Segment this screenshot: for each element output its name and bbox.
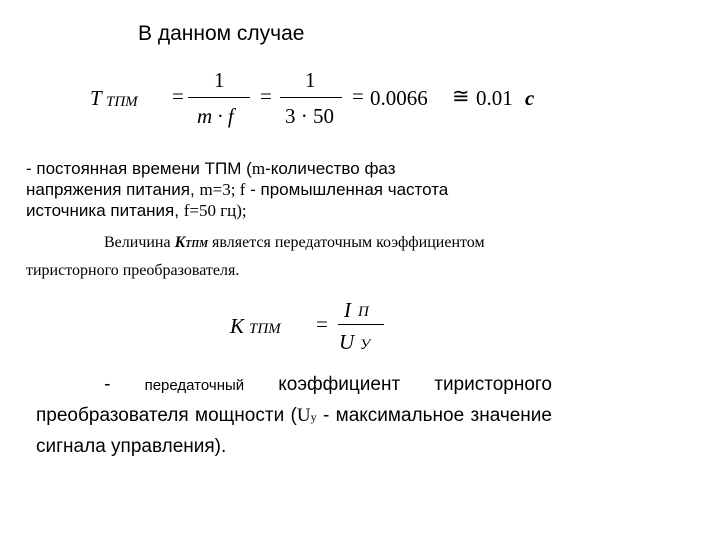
formula2-den-subscript: У (360, 337, 371, 353)
formula2-lhs-subscript: ТПМ (249, 321, 281, 337)
paragraph1-line2 (26, 179, 626, 200)
formula1-approx: ≅ (452, 84, 470, 108)
formula1-equals-3: = (352, 84, 364, 108)
paragraph3-dash: - (104, 374, 145, 395)
paragraph2-line2: тиристорного преобразователя. (26, 262, 240, 279)
paragraph-time-constant (26, 158, 626, 221)
paragraph2-text-a: Величина (104, 234, 175, 251)
paragraph3-u-subscript: у (310, 410, 317, 424)
formula1-frac1-denominator: m · f (197, 104, 234, 128)
formula2-num-symbol: I (344, 298, 351, 322)
formula1-rounded: 0.01 (476, 86, 513, 110)
paragraph3-text-b: - максимальное значение сигнала управления). (36, 405, 552, 457)
paragraph1-line2-text-b: - промышленная частота (245, 180, 449, 199)
formula1-frac2-bar (280, 97, 342, 98)
formula1-frac1-numerator: 1 (214, 68, 225, 92)
paragraph1-line2-text-a: напряжения питания, (26, 180, 200, 199)
paragraph3-u-symbol: U (296, 405, 311, 426)
paragraph2-k-symbol: K (174, 234, 186, 251)
formula1-value: 0.0066 (370, 86, 428, 110)
formula2-num-subscript: П (358, 304, 369, 320)
paragraph2-k-subscript: ТПМ (185, 239, 209, 250)
paragraph1-line1-m: m (251, 159, 266, 178)
paragraph1-line1 (26, 158, 626, 179)
formula2-den-symbol: U (339, 330, 355, 354)
formula1-frac2-denominator: 3 · 50 (285, 104, 334, 128)
formula1-lhs-symbol: T (90, 86, 102, 110)
formula1-unit: с (525, 86, 535, 110)
paragraph1-line3-text-a: источника питания, (26, 201, 184, 220)
paragraph1-line2-m3: m=3; f (199, 180, 246, 199)
formula1-frac2-numerator: 1 (305, 68, 316, 92)
paragraph-transfer-coefficient (36, 370, 552, 462)
formula1-equals-2: = (260, 84, 272, 108)
paragraph1-line3-f: f=50 гц); (183, 201, 247, 220)
paragraph2-text-b: является передаточным коэффициентом (208, 234, 485, 251)
paragraph3-small-word: передаточный (144, 377, 245, 394)
paragraph1-line3 (26, 200, 626, 221)
formula2-frac-bar (338, 324, 384, 325)
formula1-frac1-bar (188, 97, 250, 98)
heading: В данном случае (138, 22, 305, 45)
paragraph2-line1 (104, 234, 485, 252)
paragraph1-line1-text-b: -количество фаз (265, 159, 396, 178)
formula1-lhs-subscript: ТПМ (106, 94, 138, 110)
paragraph1-line1-text-a: - постоянная времени ТПМ ( (26, 159, 252, 178)
formula2-lhs-symbol: K (230, 314, 245, 338)
formula2-equals: = (316, 312, 328, 336)
paragraph3-text-a: коэффициент тиристорного преобразователя мощности ( (36, 374, 553, 426)
formula1-equals-1: = (172, 84, 184, 108)
